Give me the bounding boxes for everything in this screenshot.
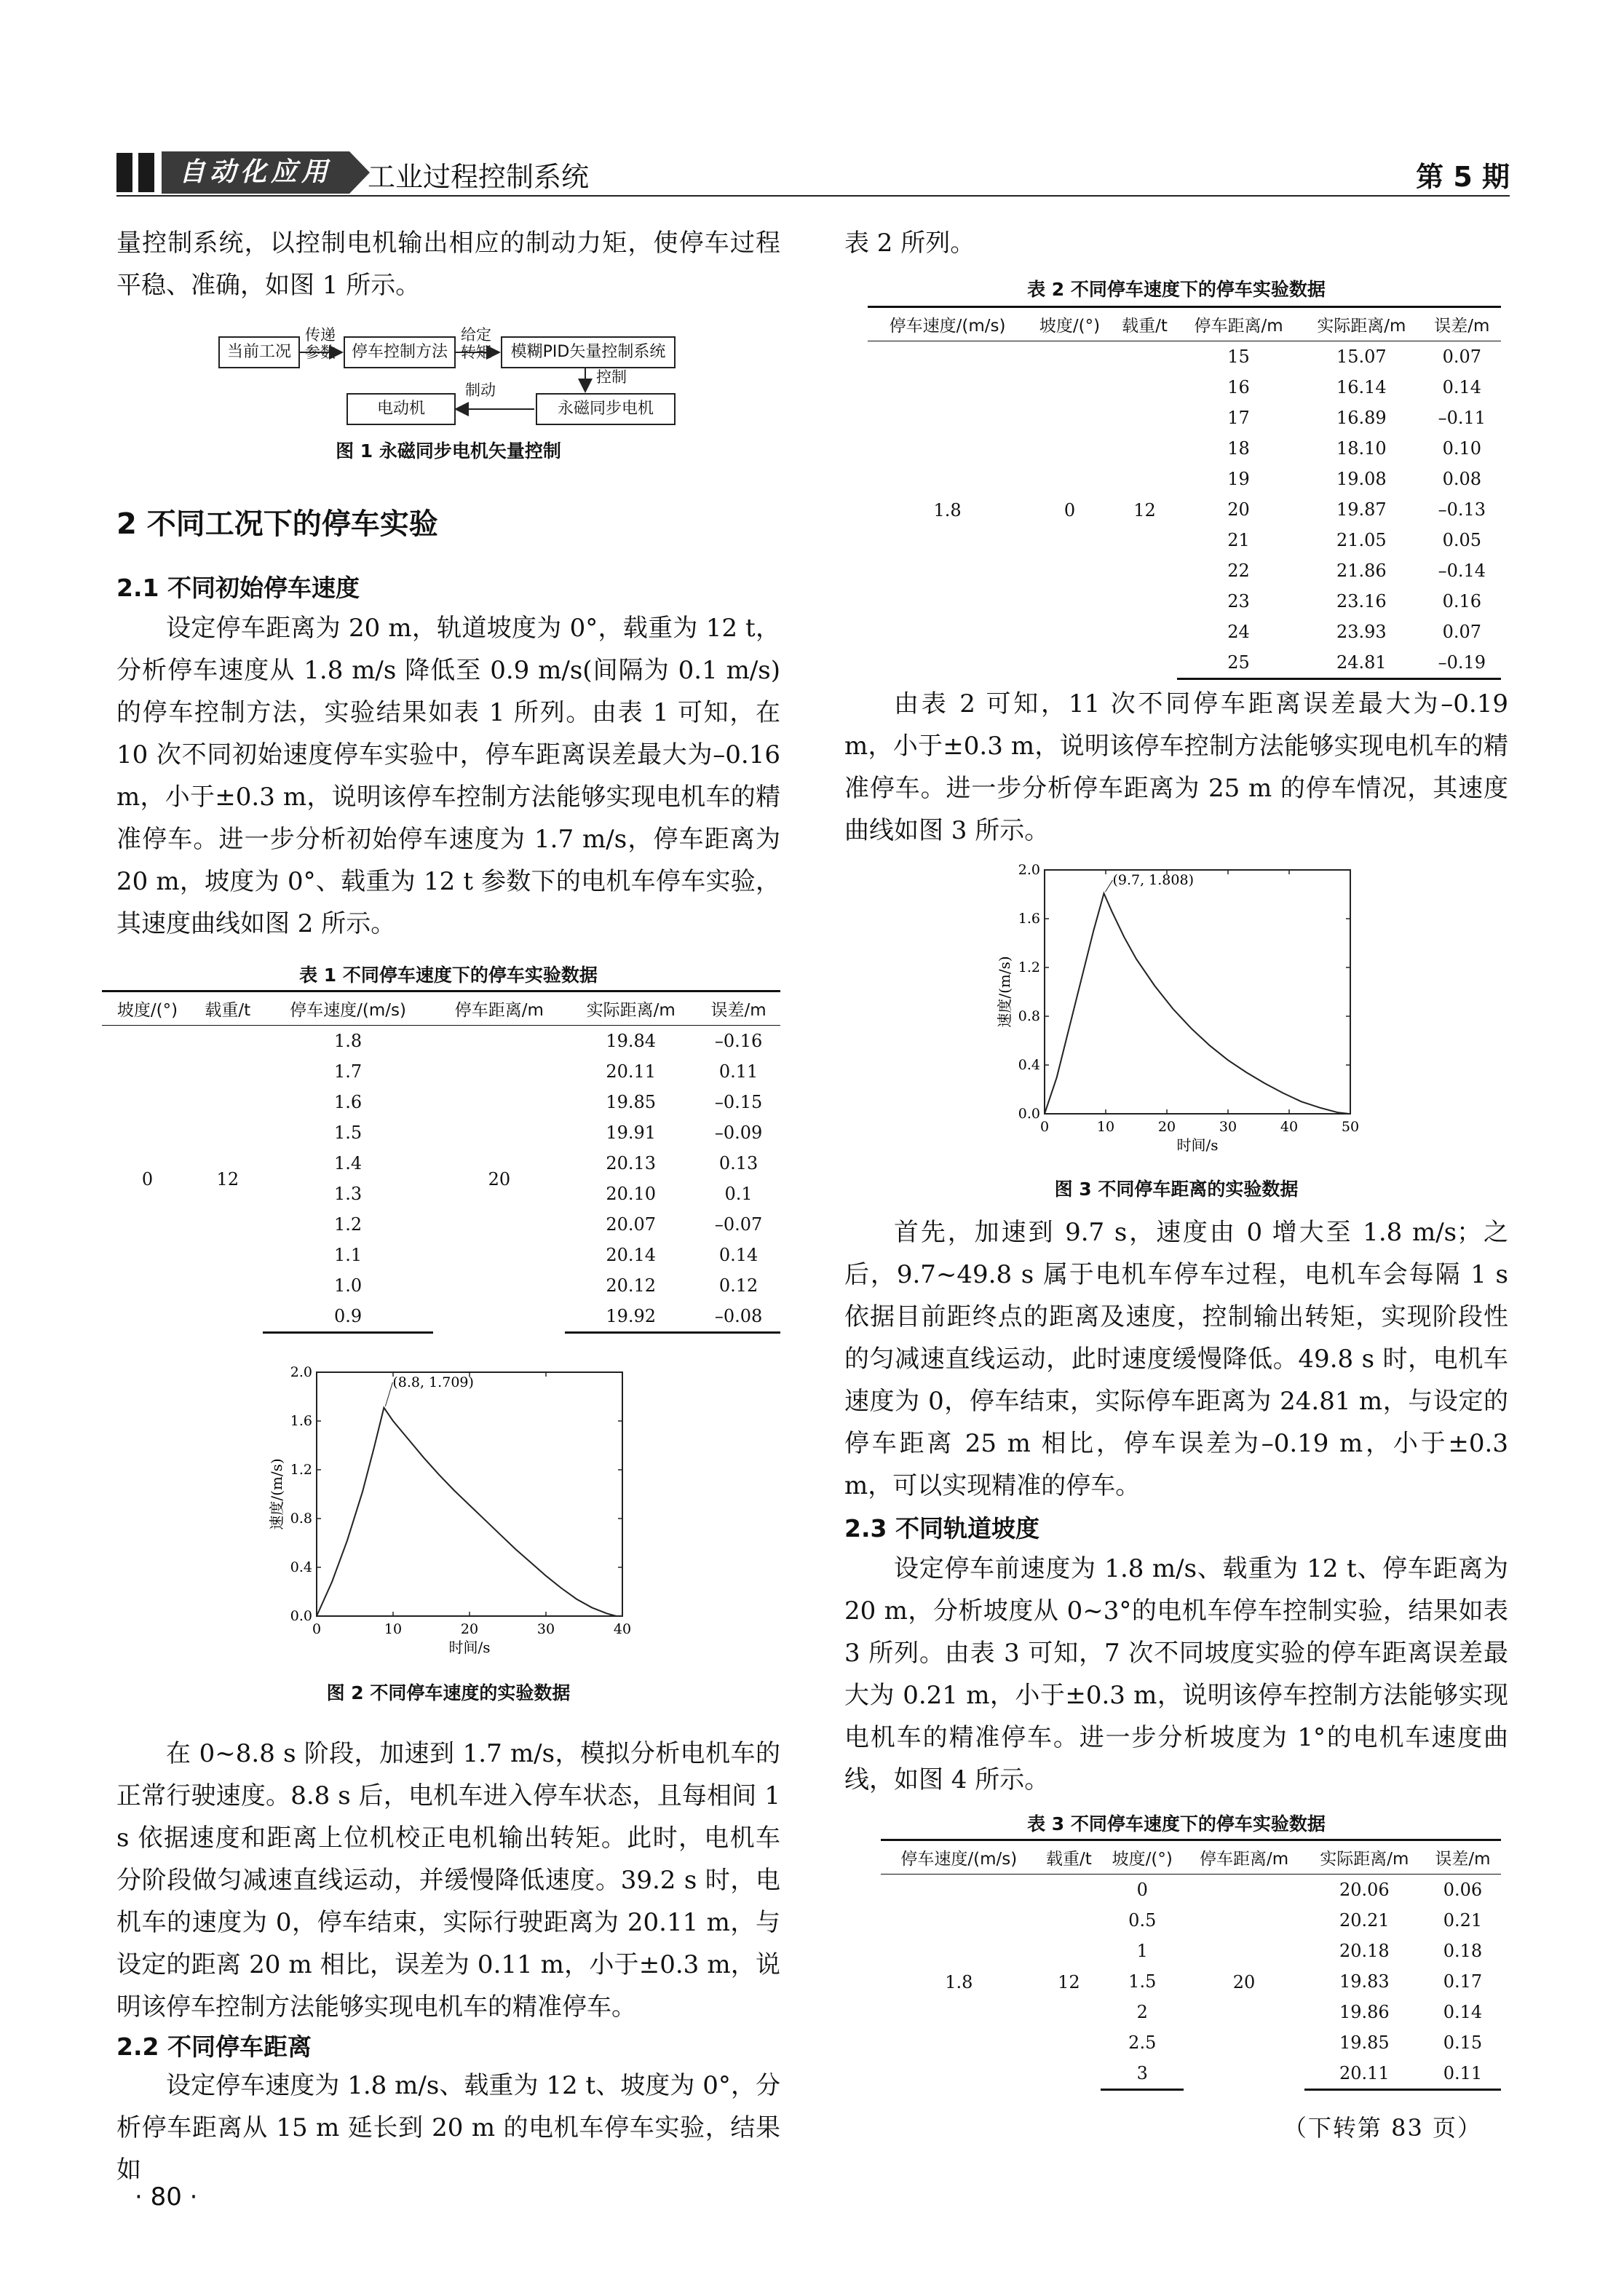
table-header-cell: 误差/m — [697, 991, 780, 1026]
table-cell: 16 — [1227, 377, 1250, 397]
right-column-start — [844, 222, 1508, 264]
table-header-cell: 停车速度/(m/s) — [868, 307, 1027, 341]
table-cell: 22 — [1227, 561, 1250, 581]
figure-1-arrows — [218, 326, 684, 428]
table-cell: –0.13 — [1438, 499, 1486, 520]
table-2 — [868, 306, 1501, 680]
section-2-1-heading: 2.1 不同初始停车速度 — [116, 574, 360, 602]
table-cell: 19.84 — [606, 1031, 657, 1051]
table-cell: 2 — [1136, 2002, 1148, 2022]
table-cell: 1.5 — [1128, 1971, 1157, 1992]
table-header-cell: 坡度/(°) — [1027, 307, 1112, 341]
table-cell-merged: 20 — [488, 1168, 511, 1189]
table-cell: 0.14 — [1442, 377, 1482, 397]
table-cell: 0.18 — [1443, 1941, 1483, 1961]
table-cell: 21.05 — [1336, 530, 1387, 550]
table-cell: 0.05 — [1442, 530, 1482, 550]
x-tick-label: 10 — [384, 1621, 403, 1637]
table-cell: 0.11 — [718, 1061, 758, 1082]
peak-annotation: (9.7, 1.808) — [1112, 872, 1194, 888]
section-2-1-paragraph-b: 在 0~8.8 s 阶段，加速到 1.7 m/s，模拟分析电机车的正常行驶速度。8.8 s 后，电机车进入停车状态，且每相间 1 s 依据速度和距离上位机校正电机输出转矩。此时，电机车分阶段做匀减速直线运动，并缓慢降低速度。39.2 s 时，电机车的速度为 0，停车结束，实际行驶距离为 20.11 m，与设定的距离 20 m 相比，误差为 0.11 m，小于±0.3 m，说明该停车控制方法能够实现电机车的精准停车。 — [116, 1739, 780, 2022]
x-tick-label: 0 — [1039, 1119, 1050, 1135]
section-2-2-paragraph-c: 首先，加速到 9.7 s，速度由 0 增大至 1.8 m/s；之后，9.7~49.8 s 属于电机车停车过程，电机车会每隔 1 s 依据目前距终点的距离及速度，控制输出转矩，实现阶段性的匀减速直线运动，此时速度缓慢降低。49.8 s 时，电机车速度为 0，停车结束，实际停车距离为 24.81 m，与设定的停车距离 25 m 相比，停车误差为–0.19 m，小于±0.3 m，可以实现精准的停车。 — [844, 1218, 1508, 1500]
table-cell: 0.12 — [718, 1275, 758, 1296]
table-cell: 20.11 — [606, 1061, 657, 1082]
table-header-cell: 载重/t — [1112, 307, 1177, 341]
table-cell: 19.91 — [606, 1123, 657, 1143]
table-cell: –0.14 — [1438, 561, 1486, 581]
table-header-row — [868, 307, 1501, 341]
table-cell: 23.93 — [1336, 622, 1387, 642]
table-cell: 19.83 — [1339, 1971, 1390, 1992]
table-cell: 1.7 — [333, 1061, 363, 1082]
y-tick-label: 0.0 — [290, 1608, 312, 1624]
table-cell: –0.19 — [1423, 647, 1501, 679]
table-cell-merged: 20 — [1232, 1971, 1256, 1992]
table-header-cell: 停车距离/m — [1177, 307, 1300, 341]
label-transfer-text: 传递 参数 — [305, 326, 336, 361]
table-cell: 1.6 — [333, 1092, 363, 1112]
table-cell: 19 — [1227, 469, 1250, 489]
table-cell: 20.12 — [606, 1275, 657, 1296]
section-2-1-body-b — [116, 1733, 780, 2028]
table-cell: 20.06 — [1339, 1880, 1390, 1900]
table-cell: 0 — [1136, 1880, 1148, 1900]
table-cell: –0.11 — [1438, 408, 1486, 428]
table-cell: 20.07 — [606, 1214, 657, 1235]
table-cell-merged: 1.8 — [945, 1971, 973, 1992]
table-cell: 1.3 — [333, 1184, 363, 1204]
x-tick-label: 40 — [613, 1621, 632, 1637]
table-cell: 25 — [1177, 647, 1300, 679]
table-cell: 19.86 — [1339, 2002, 1390, 2022]
table-2-caption: 表 2 不同停车速度下的停车实验数据 — [1027, 279, 1326, 300]
label-control: 控制 — [596, 368, 627, 386]
box-pmsm: 永磁同步电机 — [536, 393, 676, 425]
table-cell: 19.87 — [1336, 499, 1387, 520]
table-cell-merged: 1.8 — [933, 499, 962, 520]
section-2-3-body — [844, 1548, 1508, 1801]
section-2-3-heading: 2.3 不同轨道坡度 — [844, 1514, 1039, 1543]
table-header-cell: 载重/t — [1037, 1840, 1101, 1875]
journal-title: 工业过程控制系统 — [368, 161, 590, 193]
table-cell: 19.08 — [1336, 469, 1387, 489]
table-cell: –0.16 — [714, 1031, 763, 1051]
y-tick-label: 0.4 — [290, 1559, 312, 1575]
box-motor: 电动机 — [346, 393, 456, 425]
table-cell: 20.21 — [1339, 1910, 1390, 1931]
table-cell: –0.07 — [714, 1214, 763, 1235]
label-torque-text: 给定 转矩 — [461, 326, 491, 361]
continued-note: （下转第 83 页） — [1283, 2114, 1482, 2142]
table-cell-merged: 12 — [216, 1168, 239, 1189]
y-axis-label: 速度/(m/s) — [268, 1458, 285, 1530]
table-header-row — [102, 991, 780, 1026]
table-cell: 24.81 — [1300, 647, 1423, 679]
table-cell: 20.10 — [606, 1184, 657, 1204]
annotation-leader — [385, 1382, 392, 1406]
x-tick-label: 50 — [1341, 1119, 1360, 1135]
label-brake: 制动 — [465, 381, 496, 399]
table-cell: 20 — [1227, 499, 1250, 520]
box-fuzzy-pid: 模糊PID矢量控制系统 — [501, 336, 676, 368]
table-cell: 24 — [1227, 622, 1250, 642]
table-1-grid — [102, 990, 780, 1334]
x-tick-label: 20 — [460, 1621, 479, 1637]
table-cell: 0.14 — [1443, 2002, 1483, 2022]
table-cell: 3 — [1101, 2058, 1184, 2090]
table-cell: 1 — [1136, 1941, 1148, 1961]
x-tick-label: 10 — [1096, 1119, 1115, 1135]
table-header-cell: 误差/m — [1425, 1840, 1501, 1875]
table-cell-merged: 0 — [141, 1168, 154, 1189]
table-cell: 19.85 — [1339, 2032, 1390, 2053]
table-cell: 20.11 — [1304, 2058, 1425, 2090]
table-cell: 2.5 — [1128, 2032, 1157, 2053]
table-cell: 20.14 — [606, 1245, 657, 1265]
table-cell: 23 — [1227, 591, 1250, 611]
table-row — [881, 1875, 1501, 1906]
section-2-2-paragraph-b: 由表 2 可知，11 次不同停车距离误差最大为–0.19 m，小于±0.3 m，说明该停车控制方法能够实现电机车的精准停车。进一步分析停车距离为 25 m 的停车情况，其速度曲线如图 3 所示。 — [844, 689, 1508, 845]
table-cell: –0.08 — [697, 1301, 780, 1333]
table-header-cell: 停车速度/(m/s) — [881, 1840, 1037, 1875]
section-2-2-body-c — [844, 1211, 1508, 1507]
x-tick-label: 20 — [1157, 1119, 1176, 1135]
table-header-cell: 坡度/(°) — [1101, 1840, 1184, 1875]
table-header-cell: 实际距离/m — [1300, 307, 1423, 341]
table-cell: 0.9 — [263, 1301, 434, 1333]
table-cell: 0.15 — [1443, 2032, 1483, 2053]
table-cell: 0.13 — [718, 1153, 758, 1173]
table-header-cell: 实际距离/m — [565, 991, 697, 1026]
table-3-grid — [881, 1839, 1501, 2091]
section-2-2-body — [116, 2065, 780, 2191]
annotation-leader — [1105, 880, 1112, 892]
x-tick-label: 30 — [536, 1621, 555, 1637]
section-2-2-paragraph-end: 表 2 所列。 — [844, 229, 975, 258]
y-tick-label: 0.0 — [1018, 1106, 1040, 1122]
table-cell: 0.10 — [1442, 438, 1482, 459]
figure-2-chart — [262, 1361, 641, 1667]
issue-number: 第 5 期 — [1416, 161, 1510, 193]
table-row — [102, 1026, 780, 1057]
section-2-1-body — [116, 607, 780, 945]
table-1-caption: 表 1 不同停车速度下的停车实验数据 — [299, 965, 598, 986]
table-cell: 0.06 — [1443, 1880, 1483, 1900]
table-header-cell: 坡度/(°) — [102, 991, 193, 1026]
table-cell: 16.14 — [1336, 377, 1387, 397]
table-cell: 17 — [1227, 408, 1250, 428]
section-2-2-heading: 2.2 不同停车距离 — [116, 2032, 312, 2061]
page-number: · 80 · — [135, 2182, 198, 2212]
speed-curve — [317, 1408, 617, 1616]
box-stop-method: 停车控制方法 — [344, 336, 456, 368]
table-cell: 0.08 — [1442, 469, 1482, 489]
table-header-row — [881, 1840, 1501, 1875]
header-rule — [116, 195, 1510, 197]
section-2-heading: 2 不同工况下的停车实验 — [116, 507, 438, 541]
figure-3-chart — [990, 859, 1368, 1165]
x-axis-label: 时间/s — [448, 1639, 491, 1656]
table-cell: 15 — [1227, 347, 1250, 367]
y-tick-label: 0.8 — [1018, 1008, 1040, 1024]
y-axis-label: 速度/(m/s) — [996, 956, 1013, 1028]
header-arrow — [349, 151, 370, 194]
table-cell-merged: 12 — [1133, 499, 1156, 520]
table-cell: 1.2 — [333, 1214, 363, 1235]
intro-paragraph: 量控制系统，以控制电机输出相应的制动力矩，使停车过程平稳、准确，如图 1 所示。 — [116, 229, 780, 300]
table-cell: 1.5 — [333, 1123, 363, 1143]
table-2-grid — [868, 306, 1501, 680]
section-2-2-paragraph: 设定停车速度为 1.8 m/s、载重为 12 t、坡度为 0°，分析停车距离从 15 m 延长到 20 m 的电机车停车实验，结果如 — [116, 2071, 780, 2185]
y-tick-label: 2.0 — [1018, 862, 1040, 878]
table-cell: 23.16 — [1336, 591, 1387, 611]
table-cell: 20.18 — [1339, 1941, 1390, 1961]
y-tick-label: 2.0 — [290, 1364, 312, 1380]
figure-1 — [218, 326, 684, 428]
table-cell: 0.14 — [718, 1245, 758, 1265]
table-cell: 18.10 — [1336, 438, 1387, 459]
table-cell-merged: 12 — [1058, 1971, 1080, 1992]
table-header-cell: 误差/m — [1423, 307, 1501, 341]
table-cell: 0.07 — [1442, 622, 1482, 642]
table-cell: 0.5 — [1128, 1910, 1157, 1931]
table-cell: 0.11 — [1425, 2058, 1501, 2090]
figure-2-caption: 图 2 不同停车速度的实验数据 — [326, 1682, 571, 1703]
table-cell: 0.21 — [1443, 1910, 1483, 1931]
table-3-caption: 表 3 不同停车速度下的停车实验数据 — [1027, 1813, 1326, 1834]
table-cell: 19.85 — [606, 1092, 657, 1112]
plot-frame — [1045, 870, 1350, 1114]
table-1 — [102, 990, 780, 1334]
table-header-cell: 停车距离/m — [1184, 1840, 1304, 1875]
table-cell: 1.0 — [333, 1275, 363, 1296]
y-tick-label: 0.4 — [1018, 1057, 1040, 1073]
table-cell: 0.07 — [1442, 347, 1482, 367]
table-cell: 21.86 — [1336, 561, 1387, 581]
figure-1-caption: 图 1 永磁同步电机矢量控制 — [336, 440, 561, 462]
figure-3-caption: 图 3 不同停车距离的实验数据 — [1054, 1179, 1299, 1200]
header-section-label: 自动化应用 — [162, 151, 349, 194]
y-tick-label: 0.8 — [290, 1511, 312, 1527]
table-cell: 0.16 — [1442, 591, 1482, 611]
section-2-2-body-b — [844, 683, 1508, 852]
section-2-3-paragraph: 设定停车前速度为 1.8 m/s、载重为 12 t、停车距离为 20 m，分析坡度从 0~3°的电机车停车控制实验，结果如表 3 所列。由表 3 可知，7 次不同坡度实验的停车距离误差最大为 0.21 m，小于±0.3 m，说明该停车控制方法能够实现电机车的精准停车。进一步分析坡度为 1°的电机车速度曲线，如图 4 所示。 — [844, 1554, 1508, 1794]
x-tick-label: 30 — [1219, 1119, 1237, 1135]
speed-curve — [1045, 893, 1349, 1114]
section-2-1-paragraph: 设定停车距离为 20 m，轨道坡度为 0°，载重为 12 t，分析停车速度从 1.8 m/s 降低至 0.9 m/s(间隔为 0.1 m/s)的停车控制方法，实验结果如表 1 所列。由表 1 可知，在 10 次不同初始速度停车实验中，停车距离误差最大为–0.16 m，小于±0.3 m，说明该停车控制方法能够实现电机车的精准停车。进一步分析初始停车速度为 1.7 m/s，停车距离为 20 m，坡度为 0°、载重为 12 t 参数下的电机车停车实验，其速度曲线如图 2 所示。 — [116, 614, 780, 938]
table-cell: –0.15 — [714, 1092, 763, 1112]
x-tick-label: 0 — [312, 1621, 322, 1637]
table-header-cell: 实际距离/m — [1304, 1840, 1425, 1875]
y-tick-label: 1.2 — [1018, 959, 1040, 975]
y-tick-label: 1.6 — [290, 1413, 312, 1429]
table-3 — [881, 1839, 1501, 2091]
header-bar-1 — [116, 153, 132, 192]
table-cell: 16.89 — [1336, 408, 1387, 428]
y-tick-label: 1.6 — [1018, 911, 1040, 927]
table-cell: 0.1 — [724, 1184, 753, 1204]
table-row — [868, 341, 1501, 373]
header-bar-2 — [138, 153, 154, 192]
table-cell: 21 — [1227, 530, 1250, 550]
box-current-condition: 当前工况 — [218, 336, 300, 368]
table-header-cell: 停车距离/m — [433, 991, 565, 1026]
table-cell: 1.1 — [333, 1245, 363, 1265]
table-cell: 15.07 — [1336, 347, 1387, 367]
y-tick-label: 1.2 — [290, 1462, 312, 1478]
x-axis-label: 时间/s — [1176, 1136, 1219, 1154]
x-tick-label: 40 — [1280, 1119, 1299, 1135]
table-header-cell: 停车速度/(m/s) — [263, 991, 434, 1026]
peak-annotation: (8.8, 1.709) — [392, 1374, 474, 1390]
table-cell: 19.92 — [565, 1301, 697, 1333]
table-cell-merged: 0 — [1063, 499, 1076, 520]
table-cell: 0.17 — [1443, 1971, 1483, 1992]
table-cell: 20.13 — [606, 1153, 657, 1173]
table-cell: –0.09 — [714, 1123, 763, 1143]
table-cell: 1.4 — [333, 1153, 363, 1173]
table-cell: 1.8 — [333, 1031, 363, 1051]
table-header-cell: 载重/t — [193, 991, 263, 1026]
left-column — [116, 222, 780, 306]
table-cell: 18 — [1227, 438, 1250, 459]
